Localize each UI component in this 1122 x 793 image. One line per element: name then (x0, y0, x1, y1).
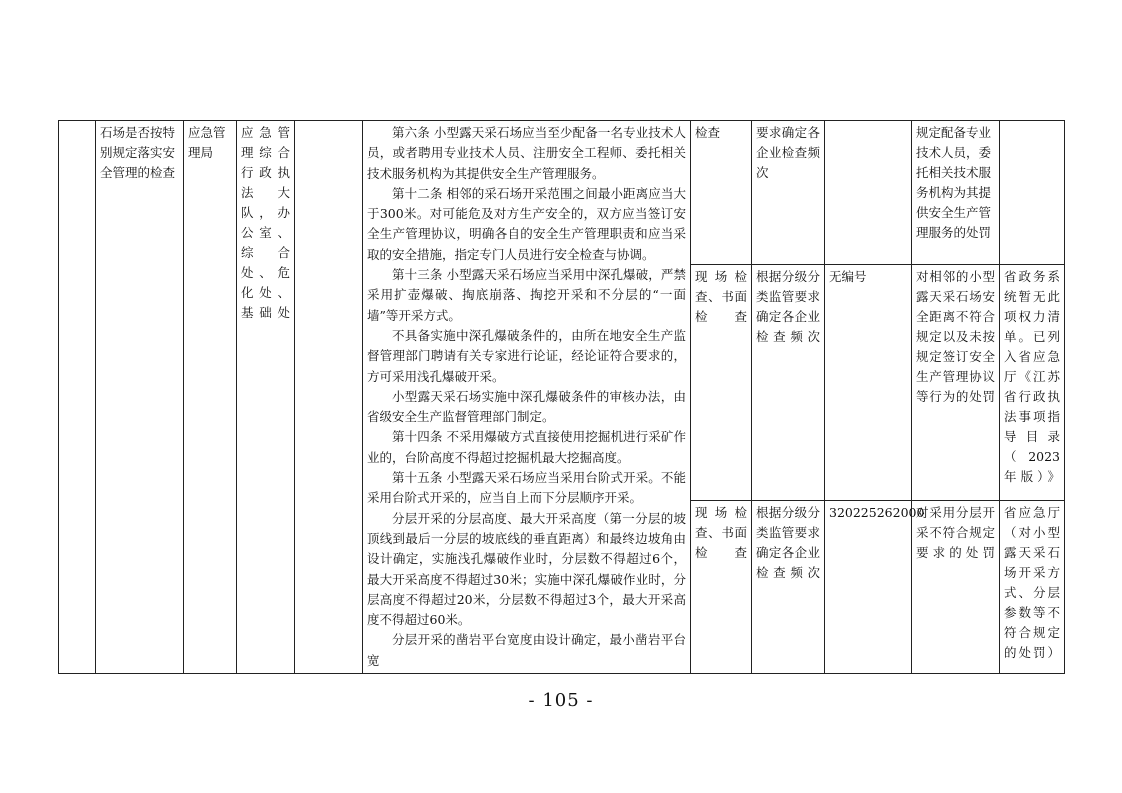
empty-cell (295, 121, 363, 674)
note-cell: 省应急厅（对小型露天采石场开采方式、分层参数等不符合规定的处罚） (1000, 501, 1065, 674)
basis-paragraph: 第十五条 小型露天采石场应当采用台阶式开采。不能采用台阶式开采的，应当自上而下分层顺序开采。 (367, 470, 686, 506)
code-cell: 无编号 (825, 265, 912, 501)
code-cell: 320225262000 (825, 501, 912, 674)
basis-paragraph: 不具备实施中深孔爆破条件的，由所在地安全生产监督管理部门聘请有关专家进行论证，经论证符合要求的，方可采用浅孔爆破开采。 (367, 327, 686, 384)
basis-paragraph: 第十三条 小型露天采石场应当采用中深孔爆破，严禁采用扩壶爆破、掏底崩落、掏挖开采和不分层的“一面墙”等开采方式。 (367, 267, 686, 323)
dept-cell: 应急管理局 (184, 121, 237, 674)
note-cell (1000, 121, 1065, 265)
basis-paragraph: 第六条 小型露天采石场应当至少配备一名专业技术人员，或者聘用专业技术人员、注册安全工程师、委托相关技术服务机构为其提供安全生产管理服务。 (367, 125, 686, 181)
method-cell: 检查 (691, 121, 752, 265)
code-cell (825, 121, 912, 265)
basis-paragraph: 第十二条 相邻的采石场开采范围之间最小距离应当大于300米。对可能危及对方生产安全的，双方应当签订安全生产管理协议，明确各自的安全生产管理职责和应当采取的安全措施，指定专门人员进行安全检查与协调。 (367, 185, 686, 262)
penalty-cell: 对相邻的小型露天采石场安全距离不符合规定以及未按规定签订安全生产管理协议等行为的处罚 (912, 265, 1000, 501)
penalty-cell: 对采用分层开采不符合规定要求的处罚 (912, 501, 1000, 674)
page-number: - 105 - (528, 690, 594, 711)
basis-paragraph: 小型露天采石场实施中深孔爆破条件的审核办法，由省级安全生产监督管理部门制定。 (367, 388, 686, 425)
method-cell: 现场检查、书面检查 (691, 265, 752, 501)
basis-paragraph: 分层开采的分层高度、最大开采高度（第一分层的坡顶线到最后一分层的坡底线的垂直距离）和最终边坡角由设计确定，实施浅孔爆破作业时，分层数不得超过6个，最大开采高度不得超过30米；实施中深孔爆破作业时，分层高度不得超过20米，分层数不得超过3个，最大开采高度不得超过60米。 (367, 510, 686, 628)
basis-paragraph: 分层开采的凿岩平台宽度由设计确定，最小凿岩平台宽 (367, 632, 686, 668)
index-cell (59, 121, 96, 674)
frequency-cell: 根据分级分类监管要求确定各企业检查频次 (752, 265, 825, 501)
enforcement-table (58, 120, 1065, 674)
item-cell: 石场是否按特别规定落实安全管理的检查 (96, 121, 184, 674)
note-cell: 省政务系统暂无此项权力清单。已列入省应急厅《江苏省行政执法事项指导目录（2023年版）》 (1000, 265, 1065, 501)
legal-basis-cell (363, 121, 691, 674)
basis-paragraph: 第十四条 不采用爆破方式直接使用挖掘机进行采矿作业的，台阶高度不得超过挖掘机最大挖掘高度。 (367, 429, 686, 465)
frequency-cell: 要求确定各企业检查频次 (752, 121, 825, 265)
method-cell: 现场检查、书面检查 (691, 501, 752, 674)
frequency-cell: 根据分级分类监管要求确定各企业检查频次 (752, 501, 825, 674)
table-row (59, 121, 1065, 265)
penalty-cell: 规定配备专业技术人员，委托相关技术服务机构为其提供安全生产管理服务的处罚 (912, 121, 1000, 265)
unit-cell: 应急管理综合行政执法大队，办公室、综合处、危化处、基础处 (237, 121, 295, 674)
